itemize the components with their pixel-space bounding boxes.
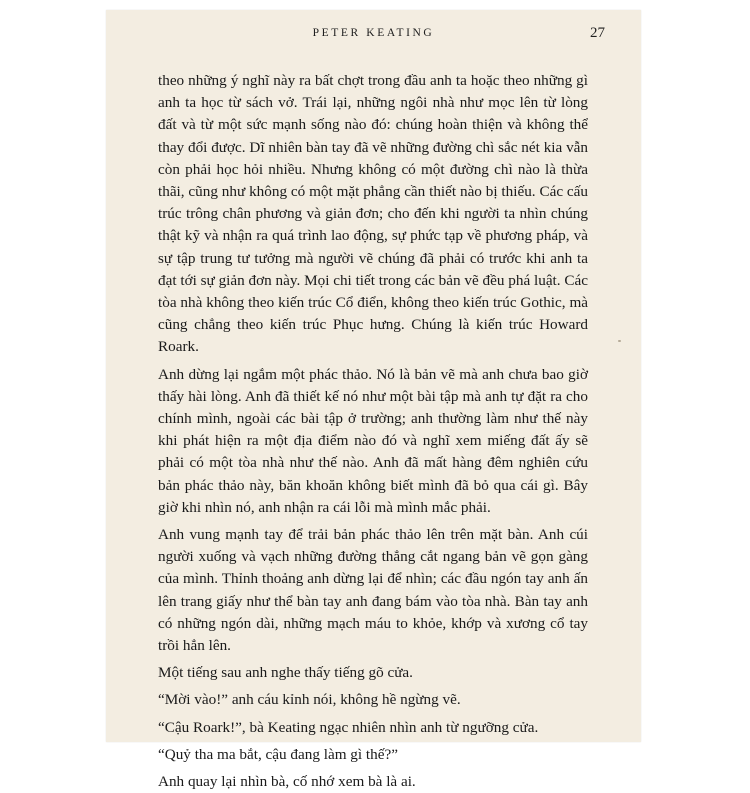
paragraph: Anh vung mạnh tay để trải bản phác thảo lên trên mặt bàn. Anh cúi người xuống và vạch những đường thẳng cắt ngang bản vẽ gọn gàng của mình. Thỉnh thoảng anh dừng lại để nhìn; các đầu ngón tay anh ấn lên trang giấy như thể bàn tay anh đang bám vào tòa nhà. Bàn tay anh có những ngón dài, những mạch máu to khỏe, khớp và xương cổ tay trồi hẳn lên. [158, 526, 588, 655]
paragraph: theo những ý nghĩ này ra bất chợt trong đầu anh ta hoặc theo những gì anh ta học từ sách vở. Trái lại, những ngôi nhà như mọc lên từ lòng đất và từ một sức mạnh sống nào đó: chúng hoàn thiện và không thể thay đổi được. Dĩ nhiên bàn tay đã vẽ những đường chì sắc nét kia vẫn còn phải học hỏi nhiều. Nhưng không có một đường chì nào là thừa thãi, cũng như không có một mặt phẳng cần thiết nào bị thiếu. Các cấu trúc trông chân phương và giản đơn; cho đến khi người ta nhìn chúng thật kỹ và nhận ra quá trình lao động, sự phức tạp về phương pháp, và sự tập trung tư tưởng mà người vẽ chúng đã phải có trước khi anh ta đạt tới sự giản đơn này. Mọi chi tiết trong các bản vẽ đều phá luật. Các tòa nhà không theo kiến trúc Cổ điển, không theo kiến trúc Gothic, mà cũng chẳng theo kiến trúc Phục hưng. Chúng là kiến trúc Howard Roark. [158, 72, 588, 356]
dialogue-line: “Quỷ tha ma bắt, cậu đang làm gì thế?” [158, 745, 398, 763]
book-page [106, 10, 641, 791]
paragraph: Anh quay lại nhìn bà, cố nhớ xem bà là ai. [158, 773, 416, 791]
body-text [158, 70, 588, 793]
paragraph: Một tiếng sau anh nghe thấy tiếng gõ cửa. [158, 664, 413, 682]
paper-speck [618, 340, 621, 342]
dialogue-line: “Mời vào!” anh cáu kỉnh nói, không hề ngừng vẽ. [158, 691, 461, 709]
paragraph: Anh dừng lại ngắm một phác thảo. Nó là bản vẽ mà anh chưa bao giờ thấy hài lòng. Anh đã thiết kế nó như một bài tập mà anh tự đặt ra cho chính mình, ngoài các bài tập ở trường; anh thường làm như thế này khi phát hiện ra một địa điểm nào đó và nghĩ xem miếng đất ấy sẽ phải có một tòa nhà như thế nào. Anh đã mất hàng đêm nghiên cứu bản phác thảo này, băn khoăn không biết mình đã bỏ qua cái gì. Bây giờ khi nhìn nó, anh nhận ra cái lỗi mà mình mắc phải. [158, 365, 588, 516]
running-title: PETER KEATING [312, 27, 435, 39]
dialogue-line: “Cậu Roark!”, bà Keating ngạc nhiên nhìn anh từ ngưỡng cửa. [158, 718, 539, 736]
running-head [106, 27, 641, 47]
page-number: 27 [590, 25, 605, 41]
